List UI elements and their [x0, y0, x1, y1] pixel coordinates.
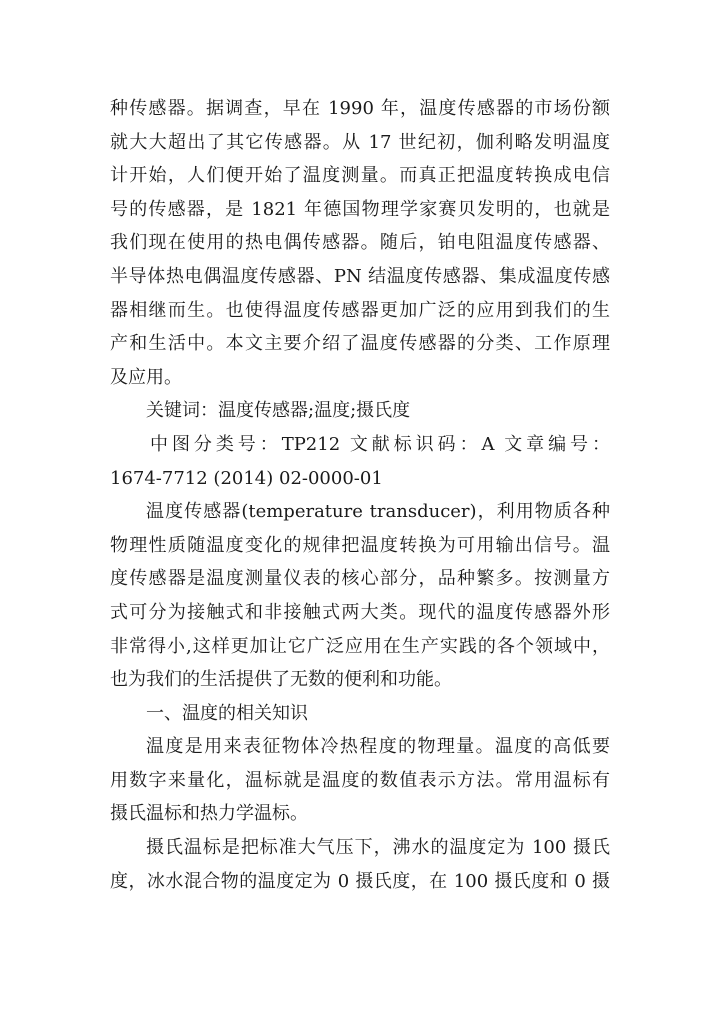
paragraph-line: 半导体热电偶温度传感器、PN 结温度传感器、集成温度传感 [110, 265, 610, 287]
paragraph-line: 用数字来量化，温标就是温度的数值表示方法。常用温标有 [110, 769, 610, 791]
paragraph-line: 非常得小,这样更加让它广泛应用在生产实践的各个领域中， [110, 635, 610, 657]
paragraph-line: 种传感器。据调查，早在 1990 年，温度传感器的市场份额 [110, 98, 610, 119]
paragraph-line: 也为我们的生活提供了无数的便利和功能。 [110, 669, 452, 691]
paragraph-line: 度，冰水混合物的温度定为 0 摄氏度，在 100 摄氏度和 0 摄 [110, 870, 610, 892]
document-body [110, 92, 610, 898]
paragraph-line: 物理性质随温度变化的规律把温度转换为可用输出信号。温 [110, 534, 610, 556]
paragraph-line: 产和生活中。本文主要介绍了温度传感器的分类、工作原理 [110, 333, 610, 355]
classification-line: 中图分类号：TP212 文献标识码：A 文章编号： [150, 433, 610, 455]
paragraph-line: 温度是用来表征物体冷热程度的物理量。温度的高低要 [146, 736, 610, 758]
paragraph-line: 摄氏温标和热力学温标。 [110, 803, 308, 825]
paragraph-line: 就大大超出了其它传感器。从 17 世纪初，伽利略发明温度 [110, 131, 610, 153]
paragraph-line: 计开始，人们便开始了温度测量。而真正把温度转换成电信 [110, 165, 610, 187]
paragraph-line: 及应用。 [110, 366, 182, 388]
paragraph-line: 器相继而生。也使得温度传感器更加广泛的应用到我们的生 [110, 299, 610, 321]
paragraph-line: 度传感器是温度测量仪表的核心部分，品种繁多。按测量方 [110, 568, 610, 590]
article-number-line: 1674-7712 (2014) 02-0000-01 [110, 467, 383, 489]
paragraph-line: 温度传感器(temperature transducer)，利用物质各种 [146, 501, 610, 523]
paragraph-line: 号的传感器，是 1821 年德国物理学家赛贝发明的，也就是 [110, 198, 610, 220]
paragraph-line: 我们现在使用的热电偶传感器。随后，铂电阻温度传感器、 [110, 232, 610, 254]
section-heading: 一、温度的相关知识 [146, 702, 308, 724]
paragraph-line: 摄氏温标是把标准大气压下，沸水的温度定为 100 摄氏 [146, 837, 610, 859]
paragraph-line: 式可分为接触式和非接触式两大类。现代的温度传感器外形 [110, 601, 610, 623]
keywords-line: 关键词：温度传感器;温度;摄氏度 [146, 400, 411, 422]
